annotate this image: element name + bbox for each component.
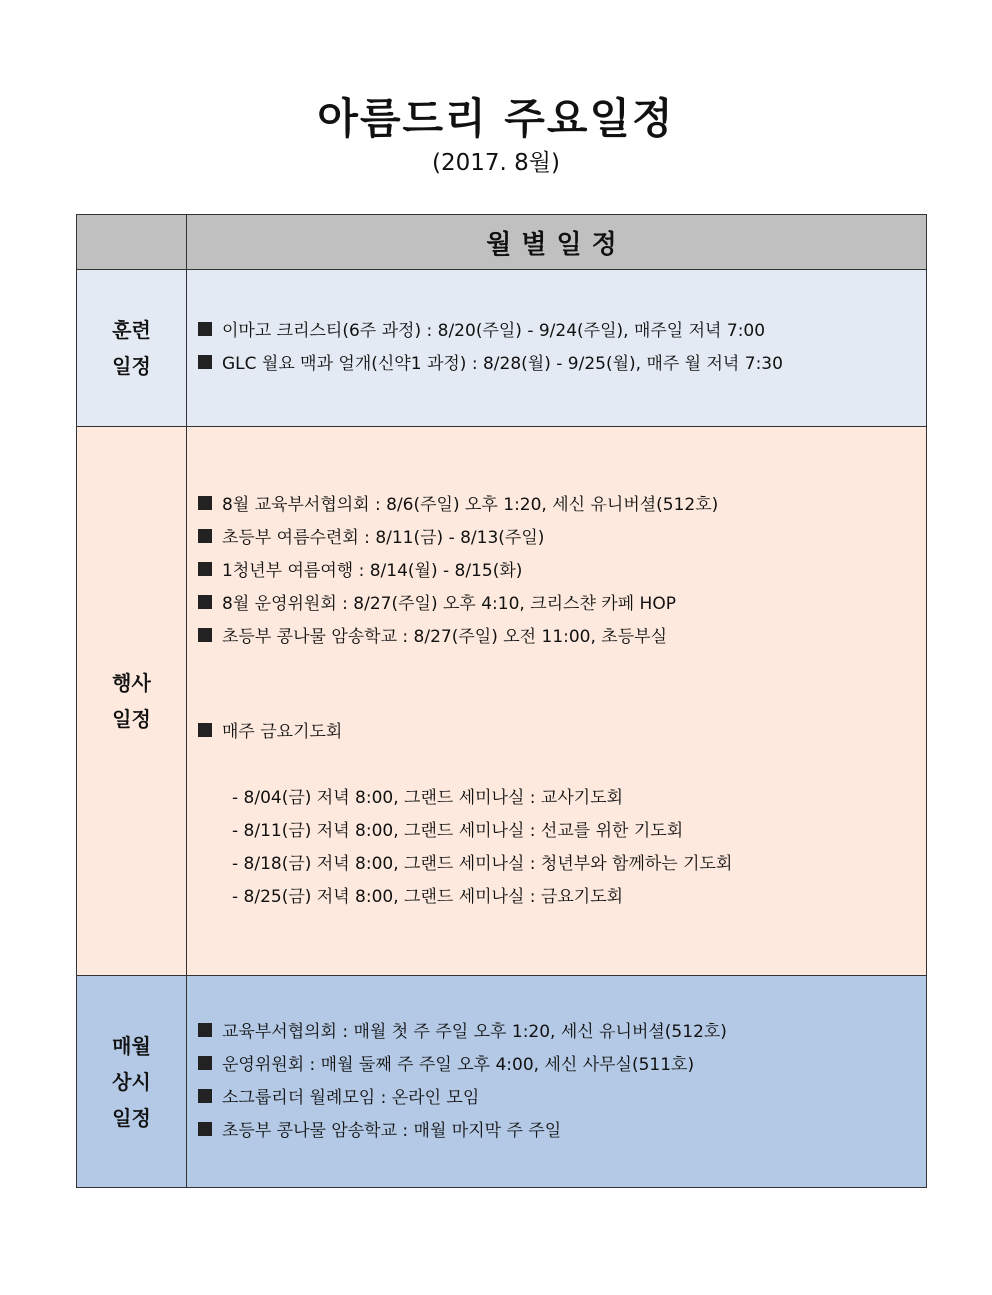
list-item: 초등부 콩나물 암송학교 : 8/27(주일) 오전 11:00, 초등부실 — [198, 621, 926, 654]
list-item: 8월 운영위원회 : 8/27(주일) 오후 4:10, 크리스챤 카페 HOP — [198, 588, 926, 621]
document-title: 아름드리 주요일정 — [317, 94, 675, 143]
square-bullet-icon — [198, 723, 212, 737]
list-item: 운영위원회 : 매월 둘째 주 주일 오후 4:00, 세신 사무실(511호) — [198, 1049, 926, 1082]
monthly-row — [77, 976, 927, 1188]
list-item: 초등부 콩나물 암송학교 : 매월 마지막 주 주일 — [198, 1115, 926, 1148]
weekly-prayer-item: - 8/11(금) 저녁 8:00, 그랜드 세미나실 : 선교를 위한 기도회 — [232, 820, 684, 841]
square-bullet-icon — [198, 1056, 212, 1070]
schedule-table — [76, 214, 927, 1188]
square-bullet-icon — [198, 1023, 212, 1037]
square-bullet-icon — [198, 496, 212, 510]
square-bullet-icon — [198, 1089, 212, 1103]
square-bullet-icon — [198, 529, 212, 543]
square-bullet-icon — [198, 562, 212, 576]
weekly-prayer-item: - 8/25(금) 저녁 8:00, 그랜드 세미나실 : 금요기도회 — [232, 886, 624, 907]
training-row — [77, 270, 927, 427]
square-bullet-icon — [198, 355, 212, 369]
document-subtitle: (2017. 8월) — [432, 150, 560, 176]
events-label: 행사 일정 — [77, 427, 187, 976]
events-row — [77, 427, 927, 976]
header-title: 월별일정 — [187, 215, 927, 270]
training-label: 훈련 일정 — [77, 270, 187, 427]
weekly-prayer-title: 매주 금요기도회 — [198, 716, 926, 749]
monthly-label: 매월 상시 일정 — [77, 976, 187, 1188]
list-item: 교육부서협의회 : 매월 첫 주 주일 오후 1:20, 세신 유니버셜(512호) — [198, 1016, 926, 1049]
header-empty-cell — [77, 215, 187, 270]
training-content — [187, 270, 927, 427]
square-bullet-icon — [198, 595, 212, 609]
list-item: 소그룹리더 월례모임 : 온라인 모임 — [198, 1082, 926, 1115]
list-item: 8월 교육부서협의회 : 8/6(주일) 오후 1:20, 세신 유니버셜(512호) — [198, 489, 926, 522]
list-item: 초등부 여름수련회 : 8/11(금) - 8/13(주일) — [198, 522, 926, 555]
square-bullet-icon — [198, 1122, 212, 1136]
weekly-prayer-item: - 8/18(금) 저녁 8:00, 그랜드 세미나실 : 청년부와 함께하는 기도회 — [232, 853, 733, 874]
monthly-content — [187, 976, 927, 1188]
list-item: 이마고 크리스티(6주 과정) : 8/20(주일) - 9/24(주일), 매주일 저녁 7:00 — [198, 315, 926, 348]
list-item: 1청년부 여름여행 : 8/14(월) - 8/15(화) — [198, 555, 926, 588]
list-item: GLC 월요 맥과 얼개(신약1 과정) : 8/28(월) - 9/25(월), 매주 월 저녁 7:30 — [198, 348, 926, 381]
square-bullet-icon — [198, 322, 212, 336]
events-content — [187, 427, 927, 976]
table-header-row — [77, 215, 927, 270]
weekly-prayer-item: - 8/04(금) 저녁 8:00, 그랜드 세미나실 : 교사기도회 — [232, 787, 624, 808]
square-bullet-icon — [198, 628, 212, 642]
